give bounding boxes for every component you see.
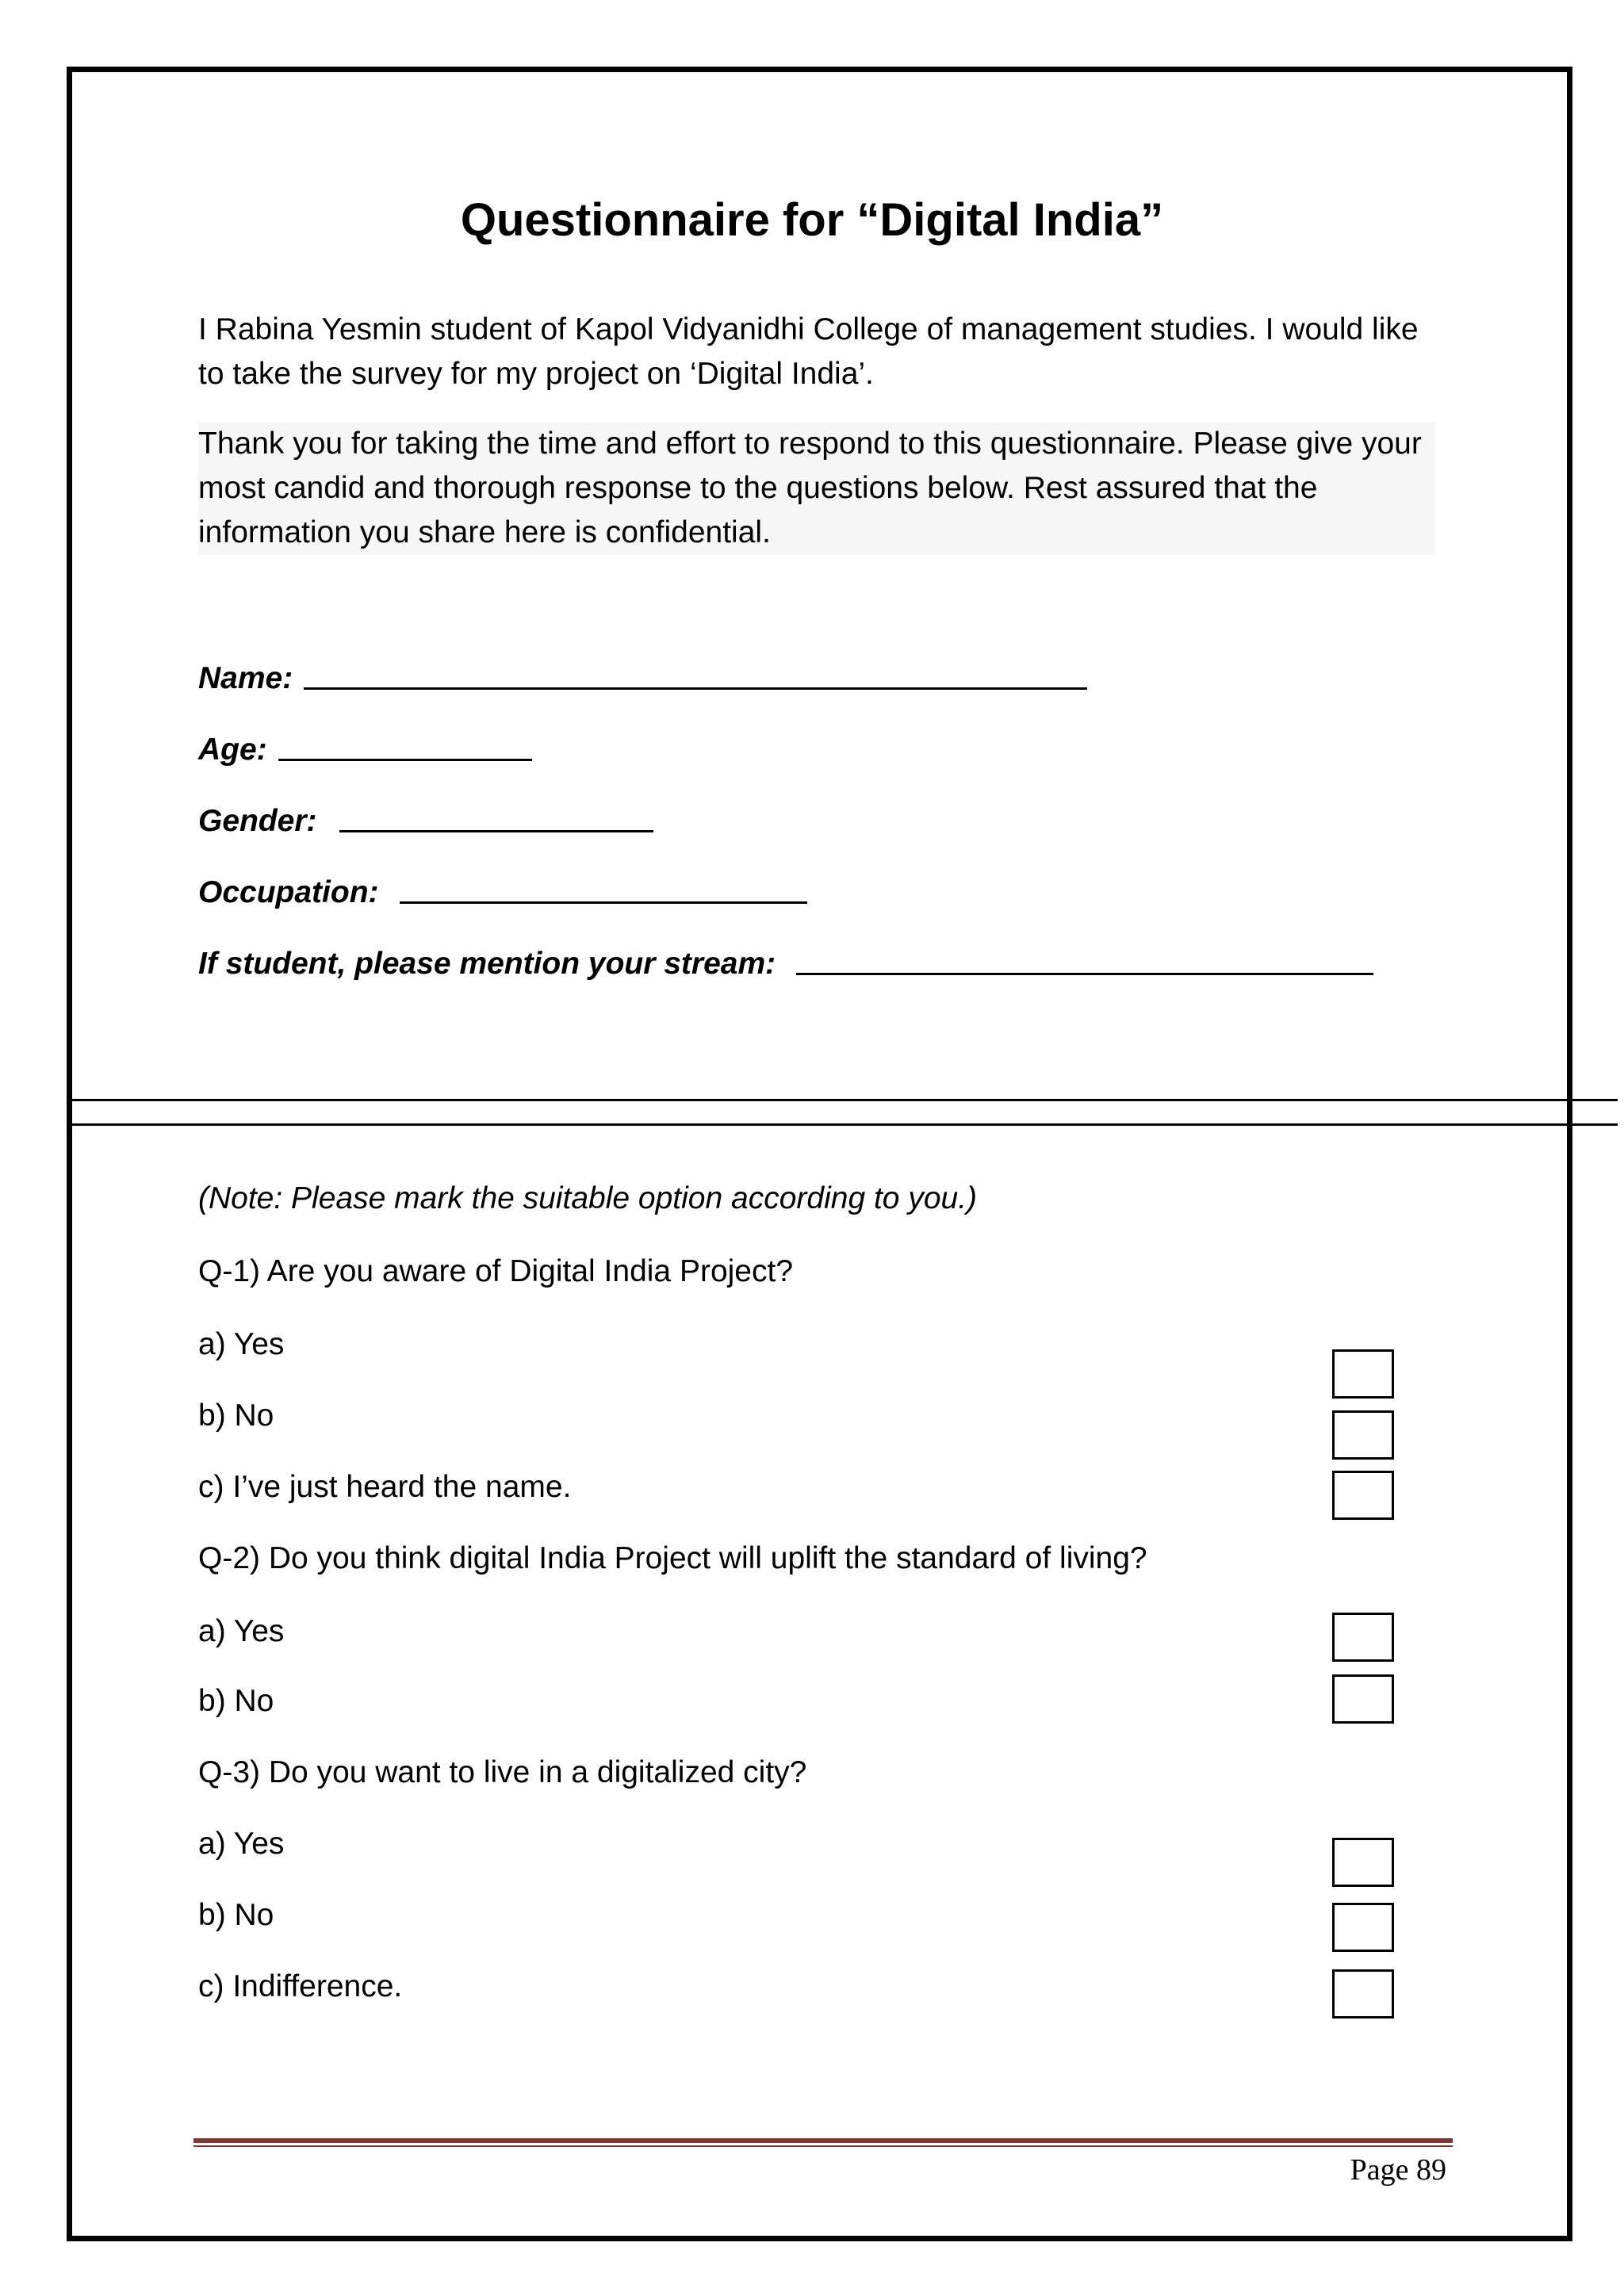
occupation-label: Occupation: — [198, 875, 379, 909]
thanks-paragraph: Thank you for taking the time and effort to respond to this questionnaire. Please give your most candid and thorough response to the questions below. Rest assured that the information you share here is confidential. — [198, 422, 1435, 555]
name-field — [198, 656, 1087, 701]
gender-input-line[interactable] — [339, 830, 653, 832]
page-number: Page 89 — [1350, 2153, 1446, 2187]
gender-label: Gender: — [198, 804, 317, 838]
q1-option-c: c) I’ve just heard the name. — [198, 1470, 572, 1504]
occupation-field — [198, 871, 807, 915]
age-input-line[interactable] — [278, 759, 532, 761]
question-2: Q-2) Do you think digital India Project will uplift the standard of living? — [198, 1541, 1147, 1575]
q1-option-b: b) No — [198, 1399, 274, 1433]
q3-option-b: b) No — [198, 1898, 274, 1932]
q1-option-a-checkbox[interactable] — [1332, 1349, 1394, 1399]
q2-option-a-checkbox[interactable] — [1332, 1613, 1394, 1662]
stream-label: If student, please mention your stream: — [198, 947, 776, 981]
q3-option-a-checkbox[interactable] — [1332, 1838, 1394, 1887]
q2-option-a: a) Yes — [198, 1614, 285, 1648]
q1-option-c-checkbox[interactable] — [1332, 1471, 1394, 1520]
stream-input-line[interactable] — [796, 973, 1373, 975]
question-3: Q-3) Do you want to live in a digitalized city? — [198, 1755, 807, 1789]
name-input-line[interactable] — [304, 687, 1087, 690]
age-field — [198, 728, 532, 772]
footer-rule — [193, 2138, 1453, 2147]
q3-option-c-checkbox[interactable] — [1332, 1969, 1394, 2019]
intro-paragraph: I Rabina Yesmin student of Kapol Vidyanidhi College of management studies. I would like to take the survey for my project on ‘Digital India’. — [198, 312, 1419, 391]
q3-option-c: c) Indifference. — [198, 1969, 403, 2003]
name-label: Name: — [198, 661, 293, 695]
page-title: Questionnaire for “Digital India” — [460, 194, 1164, 246]
section-divider-top — [71, 1099, 1618, 1101]
age-label: Age: — [198, 733, 267, 767]
note-text: (Note: Please mark the suitable option according to you.) — [198, 1181, 978, 1215]
section-divider-bottom — [71, 1123, 1618, 1126]
occupation-input-line[interactable] — [400, 901, 807, 904]
q2-option-b-checkbox[interactable] — [1332, 1674, 1394, 1724]
q3-option-a: a) Yes — [198, 1827, 285, 1861]
question-1: Q-1) Are you aware of Digital India Project? — [198, 1254, 794, 1288]
q3-option-b-checkbox[interactable] — [1332, 1903, 1394, 1952]
q2-option-b: b) No — [198, 1684, 274, 1718]
stream-field — [198, 942, 1373, 986]
q1-option-a: a) Yes — [198, 1327, 285, 1361]
q1-option-b-checkbox[interactable] — [1332, 1410, 1394, 1460]
gender-field — [198, 799, 653, 844]
